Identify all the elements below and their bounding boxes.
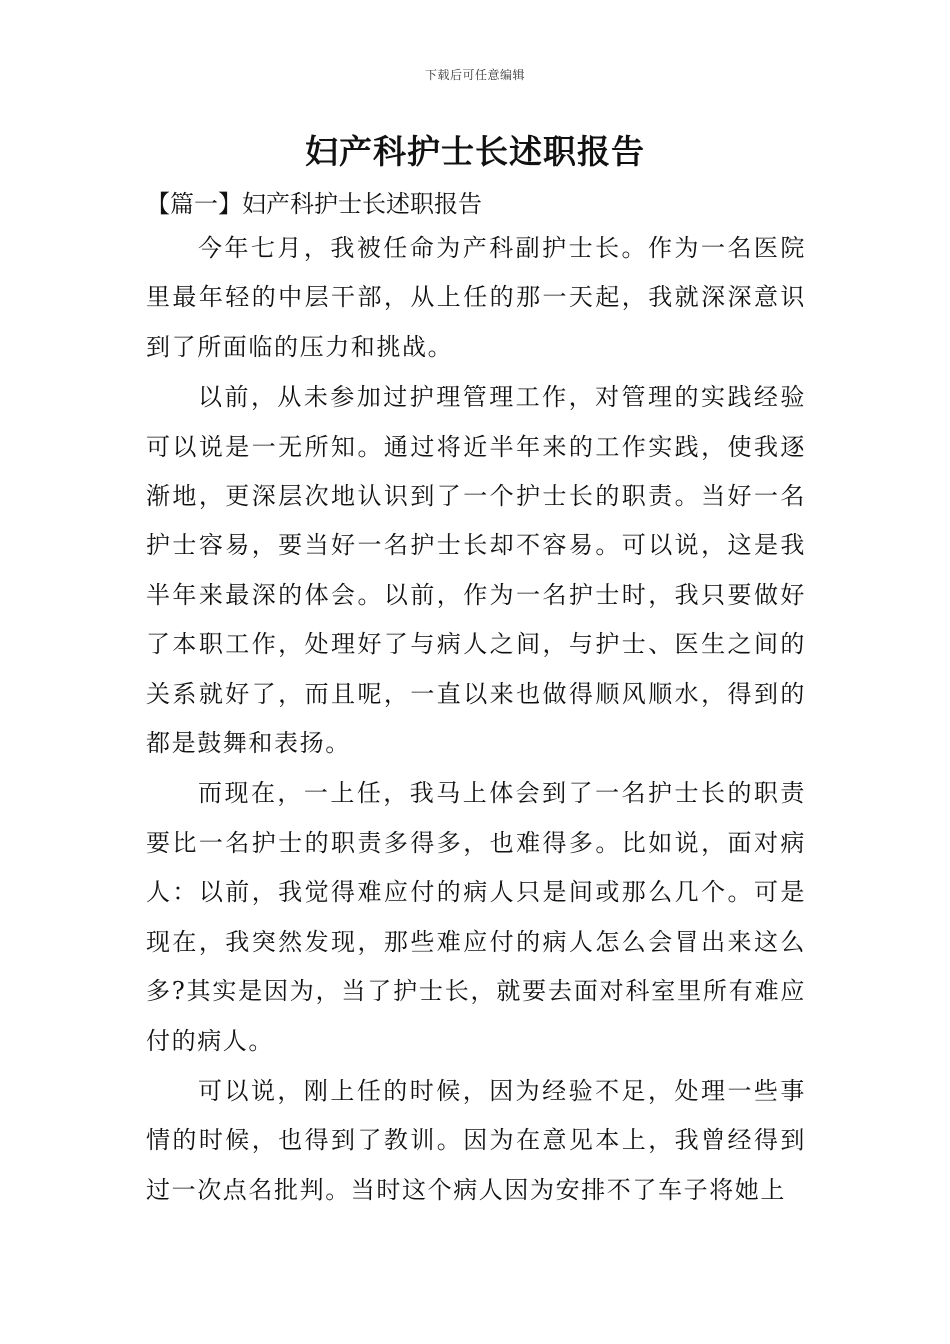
body-text — [146, 224, 806, 1216]
paragraph-1: 今年七月，我被任命为产科副护士长。作为一名医院里最年轻的中层干部，从上任的那一天起，我就深深意识到了所面临的压力和挑战。 — [146, 234, 806, 361]
paragraph-4: 可以说，刚上任的时候，因为经验不足，处理一些事情的时候，也得到了教训。因为在意见本上，我曾经得到过一次点名批判。当时这个病人因为安排不了车子将她上 — [146, 1076, 806, 1204]
section-heading: 【篇一】妇产科护士长述职报告 — [146, 190, 482, 218]
paragraph-2: 以前，从未参加过护理管理工作，对管理的实践经验可以说是一无所知。通过将近半年来的工作实践，使我逐渐地，更深层次地认识到了一个护士长的职责。当好一名护士容易，要当好一名护士长却不容易。可以说，这是我半年来最深的体会。以前，作为一名护士时，我只要做好了本职工作，处理好了与病人之间，与护士、医生之间的关系就好了，而且呢，一直以来也做得顺风顺水，得到的都是鼓舞和表扬。 — [146, 383, 806, 758]
header-note: 下载后可任意编辑 — [424, 68, 525, 82]
paragraph-3: 而现在，一上任，我马上体会到了一名护士长的职责要比一名护士的职责多得多，也难得多。比如说，面对病人：以前，我觉得难应付的病人只是间或那么几个。可是现在，我突然发现，那些难应付的病人怎么会冒出来这么多?其实是因为，当了护士长，就要去面对科室里所有难应付的病人。 — [146, 779, 806, 1055]
document-title: 妇产科护士长述职报告 — [305, 132, 645, 171]
